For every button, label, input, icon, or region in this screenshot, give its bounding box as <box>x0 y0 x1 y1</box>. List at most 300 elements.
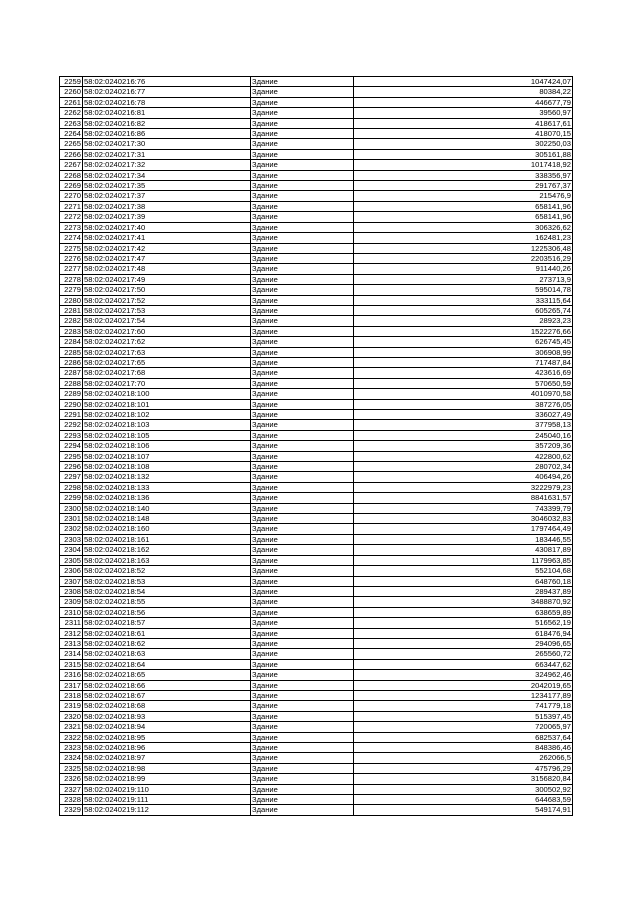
table-row <box>60 337 573 347</box>
row-number-cell: 2291 <box>60 410 83 420</box>
document-page <box>59 76 572 816</box>
row-number-cell: 2265 <box>60 139 83 149</box>
cadastral-number-cell: 58:02:0240217:35 <box>83 181 251 191</box>
table-row <box>60 357 573 367</box>
object-type-cell: Здание <box>251 170 354 180</box>
cadastral-value-cell: 377958,13 <box>354 420 573 430</box>
cadastral-number-cell: 58:02:0240219:110 <box>83 784 251 794</box>
cadastral-number-cell: 58:02:0240217:60 <box>83 326 251 336</box>
table-row <box>60 743 573 753</box>
cadastral-number-cell: 58:02:0240217:62 <box>83 337 251 347</box>
object-type-cell: Здание <box>251 285 354 295</box>
object-type-cell: Здание <box>251 503 354 513</box>
table-row <box>60 441 573 451</box>
cadastral-number-cell: 58:02:0240217:47 <box>83 253 251 263</box>
table-row <box>60 129 573 139</box>
table-row <box>60 243 573 253</box>
object-type-cell: Здание <box>251 701 354 711</box>
table-row <box>60 576 573 586</box>
cadastral-number-cell: 58:02:0240218:65 <box>83 670 251 680</box>
row-number-cell: 2329 <box>60 805 83 815</box>
row-number-cell: 2309 <box>60 597 83 607</box>
cadastral-number-cell: 58:02:0240217:30 <box>83 139 251 149</box>
cadastral-number-cell: 58:02:0240217:34 <box>83 170 251 180</box>
row-number-cell: 2306 <box>60 566 83 576</box>
cadastral-number-cell: 58:02:0240217:38 <box>83 201 251 211</box>
cadastral-value-cell: 516562,19 <box>354 618 573 628</box>
cadastral-value-cell: 1797464,49 <box>354 524 573 534</box>
row-number-cell: 2298 <box>60 482 83 492</box>
cadastral-value-cell: 446677,79 <box>354 97 573 107</box>
object-type-cell: Здание <box>251 305 354 315</box>
cadastral-value-table <box>59 76 573 816</box>
row-number-cell: 2295 <box>60 451 83 461</box>
row-number-cell: 2327 <box>60 784 83 794</box>
object-type-cell: Здание <box>251 420 354 430</box>
cadastral-number-cell: 58:02:0240217:32 <box>83 160 251 170</box>
row-number-cell: 2299 <box>60 493 83 503</box>
row-number-cell: 2304 <box>60 545 83 555</box>
object-type-cell: Здание <box>251 222 354 232</box>
table-row <box>60 212 573 222</box>
table-row <box>60 410 573 420</box>
row-number-cell: 2321 <box>60 722 83 732</box>
table-row <box>60 430 573 440</box>
table-row <box>60 482 573 492</box>
cadastral-number-cell: 58:02:0240218:93 <box>83 711 251 721</box>
object-type-cell: Здание <box>251 524 354 534</box>
object-type-cell: Здание <box>251 545 354 555</box>
row-number-cell: 2284 <box>60 337 83 347</box>
object-type-cell: Здание <box>251 316 354 326</box>
table-row <box>60 763 573 773</box>
cadastral-value-cell: 549174,91 <box>354 805 573 815</box>
cadastral-value-cell: 3156820,84 <box>354 774 573 784</box>
object-type-cell: Здание <box>251 805 354 815</box>
row-number-cell: 2269 <box>60 181 83 191</box>
row-number-cell: 2307 <box>60 576 83 586</box>
cadastral-number-cell: 58:02:0240218:61 <box>83 628 251 638</box>
object-type-cell: Здание <box>251 191 354 201</box>
row-number-cell: 2271 <box>60 201 83 211</box>
cadastral-value-cell: 911440,26 <box>354 264 573 274</box>
cadastral-value-cell: 658141,96 <box>354 201 573 211</box>
row-number-cell: 2290 <box>60 399 83 409</box>
cadastral-value-cell: 302250,03 <box>354 139 573 149</box>
cadastral-number-cell: 58:02:0240218:103 <box>83 420 251 430</box>
row-number-cell: 2263 <box>60 118 83 128</box>
cadastral-value-cell: 357209,36 <box>354 441 573 451</box>
row-number-cell: 2275 <box>60 243 83 253</box>
row-number-cell: 2325 <box>60 763 83 773</box>
row-number-cell: 2293 <box>60 430 83 440</box>
table-row <box>60 389 573 399</box>
cadastral-value-cell: 1179963,85 <box>354 555 573 565</box>
table-row <box>60 670 573 680</box>
row-number-cell: 2310 <box>60 607 83 617</box>
row-number-cell: 2301 <box>60 514 83 524</box>
cadastral-number-cell: 58:02:0240217:39 <box>83 212 251 222</box>
cadastral-value-cell: 848386,46 <box>354 743 573 753</box>
cadastral-number-cell: 58:02:0240218:108 <box>83 462 251 472</box>
cadastral-value-cell: 333115,64 <box>354 295 573 305</box>
table-row <box>60 451 573 461</box>
object-type-cell: Здание <box>251 784 354 794</box>
cadastral-number-cell: 58:02:0240218:67 <box>83 690 251 700</box>
object-type-cell: Здание <box>251 212 354 222</box>
cadastral-number-cell: 58:02:0240218:101 <box>83 399 251 409</box>
row-number-cell: 2280 <box>60 295 83 305</box>
cadastral-value-cell: 183446,55 <box>354 534 573 544</box>
table-row <box>60 305 573 315</box>
object-type-cell: Здание <box>251 108 354 118</box>
table-row <box>60 597 573 607</box>
cadastral-value-cell: 423616,69 <box>354 368 573 378</box>
cadastral-value-cell: 8841631,57 <box>354 493 573 503</box>
table-row <box>60 316 573 326</box>
row-number-cell: 2278 <box>60 274 83 284</box>
row-number-cell: 2318 <box>60 690 83 700</box>
row-number-cell: 2276 <box>60 253 83 263</box>
object-type-cell: Здание <box>251 670 354 680</box>
row-number-cell: 2264 <box>60 129 83 139</box>
cadastral-value-cell: 1017418,92 <box>354 160 573 170</box>
row-number-cell: 2285 <box>60 347 83 357</box>
object-type-cell: Здание <box>251 389 354 399</box>
table-row <box>60 274 573 284</box>
cadastral-value-cell: 605265,74 <box>354 305 573 315</box>
object-type-cell: Здание <box>251 357 354 367</box>
table-row <box>60 690 573 700</box>
cadastral-value-cell: 570650,59 <box>354 378 573 388</box>
object-type-cell: Здание <box>251 649 354 659</box>
cadastral-number-cell: 58:02:0240217:65 <box>83 357 251 367</box>
cadastral-number-cell: 58:02:0240218:68 <box>83 701 251 711</box>
cadastral-value-cell: 306326,62 <box>354 222 573 232</box>
object-type-cell: Здание <box>251 378 354 388</box>
table-row <box>60 784 573 794</box>
object-type-cell: Здание <box>251 118 354 128</box>
cadastral-value-cell: 2042019,65 <box>354 680 573 690</box>
cadastral-number-cell: 58:02:0240218:62 <box>83 638 251 648</box>
object-type-cell: Здание <box>251 462 354 472</box>
row-number-cell: 2328 <box>60 795 83 805</box>
cadastral-number-cell: 58:02:0240218:53 <box>83 576 251 586</box>
row-number-cell: 2266 <box>60 149 83 159</box>
row-number-cell: 2286 <box>60 357 83 367</box>
cadastral-value-cell: 638659,89 <box>354 607 573 617</box>
cadastral-number-cell: 58:02:0240218:106 <box>83 441 251 451</box>
row-number-cell: 2320 <box>60 711 83 721</box>
cadastral-value-cell: 644683,59 <box>354 795 573 805</box>
cadastral-number-cell: 58:02:0240216:82 <box>83 118 251 128</box>
cadastral-number-cell: 58:02:0240217:31 <box>83 149 251 159</box>
cadastral-value-cell: 215476,9 <box>354 191 573 201</box>
object-type-cell: Здание <box>251 566 354 576</box>
row-number-cell: 2308 <box>60 586 83 596</box>
object-type-cell: Здание <box>251 139 354 149</box>
cadastral-value-cell: 741779,18 <box>354 701 573 711</box>
cadastral-value-cell: 245040,16 <box>354 430 573 440</box>
table-row <box>60 680 573 690</box>
row-number-cell: 2262 <box>60 108 83 118</box>
cadastral-value-cell: 648760,18 <box>354 576 573 586</box>
row-number-cell: 2279 <box>60 285 83 295</box>
table-row <box>60 77 573 87</box>
object-type-cell: Здание <box>251 732 354 742</box>
table-row <box>60 139 573 149</box>
cadastral-value-cell: 618476,94 <box>354 628 573 638</box>
row-number-cell: 2281 <box>60 305 83 315</box>
table-body <box>60 77 573 816</box>
table-row <box>60 805 573 815</box>
row-number-cell: 2296 <box>60 462 83 472</box>
table-row <box>60 160 573 170</box>
cadastral-number-cell: 58:02:0240217:70 <box>83 378 251 388</box>
cadastral-value-cell: 162481,23 <box>354 233 573 243</box>
cadastral-value-cell: 294096,65 <box>354 638 573 648</box>
table-row <box>60 347 573 357</box>
cadastral-number-cell: 58:02:0240218:148 <box>83 514 251 524</box>
table-row <box>60 722 573 732</box>
row-number-cell: 2311 <box>60 618 83 628</box>
table-row <box>60 618 573 628</box>
cadastral-value-cell: 39560,97 <box>354 108 573 118</box>
table-row <box>60 87 573 97</box>
cadastral-number-cell: 58:02:0240217:54 <box>83 316 251 326</box>
object-type-cell: Здание <box>251 597 354 607</box>
table-row <box>60 285 573 295</box>
table-row <box>60 649 573 659</box>
object-type-cell: Здание <box>251 253 354 263</box>
cadastral-value-cell: 626745,45 <box>354 337 573 347</box>
row-number-cell: 2316 <box>60 670 83 680</box>
cadastral-number-cell: 58:02:0240216:78 <box>83 97 251 107</box>
table-row <box>60 326 573 336</box>
object-type-cell: Здание <box>251 129 354 139</box>
row-number-cell: 2259 <box>60 77 83 87</box>
row-number-cell: 2314 <box>60 649 83 659</box>
cadastral-value-cell: 289437,89 <box>354 586 573 596</box>
cadastral-number-cell: 58:02:0240218:133 <box>83 482 251 492</box>
cadastral-number-cell: 58:02:0240218:162 <box>83 545 251 555</box>
cadastral-number-cell: 58:02:0240217:52 <box>83 295 251 305</box>
object-type-cell: Здание <box>251 795 354 805</box>
table-row <box>60 545 573 555</box>
cadastral-number-cell: 58:02:0240216:81 <box>83 108 251 118</box>
cadastral-value-cell: 743399,79 <box>354 503 573 513</box>
row-number-cell: 2297 <box>60 472 83 482</box>
table-row <box>60 701 573 711</box>
object-type-cell: Здание <box>251 534 354 544</box>
cadastral-value-cell: 418617,61 <box>354 118 573 128</box>
row-number-cell: 2305 <box>60 555 83 565</box>
object-type-cell: Здание <box>251 711 354 721</box>
object-type-cell: Здание <box>251 628 354 638</box>
cadastral-number-cell: 58:02:0240218:100 <box>83 389 251 399</box>
object-type-cell: Здание <box>251 243 354 253</box>
row-number-cell: 2272 <box>60 212 83 222</box>
table-row <box>60 170 573 180</box>
table-row <box>60 753 573 763</box>
cadastral-number-cell: 58:02:0240217:53 <box>83 305 251 315</box>
row-number-cell: 2323 <box>60 743 83 753</box>
cadastral-value-cell: 1047424,07 <box>354 77 573 87</box>
cadastral-number-cell: 58:02:0240218:98 <box>83 763 251 773</box>
cadastral-number-cell: 58:02:0240218:95 <box>83 732 251 742</box>
cadastral-number-cell: 58:02:0240218:161 <box>83 534 251 544</box>
object-type-cell: Здание <box>251 97 354 107</box>
table-row <box>60 534 573 544</box>
object-type-cell: Здание <box>251 326 354 336</box>
cadastral-value-cell: 387276,05 <box>354 399 573 409</box>
table-row <box>60 108 573 118</box>
cadastral-value-cell: 3046032,83 <box>354 514 573 524</box>
table-row <box>60 295 573 305</box>
cadastral-value-cell: 3222979,23 <box>354 482 573 492</box>
cadastral-number-cell: 58:02:0240217:48 <box>83 264 251 274</box>
object-type-cell: Здание <box>251 514 354 524</box>
cadastral-number-cell: 58:02:0240217:42 <box>83 243 251 253</box>
cadastral-number-cell: 58:02:0240217:63 <box>83 347 251 357</box>
cadastral-number-cell: 58:02:0240217:50 <box>83 285 251 295</box>
table-row <box>60 711 573 721</box>
cadastral-number-cell: 58:02:0240218:140 <box>83 503 251 513</box>
object-type-cell: Здание <box>251 482 354 492</box>
row-number-cell: 2270 <box>60 191 83 201</box>
cadastral-value-cell: 515397,45 <box>354 711 573 721</box>
object-type-cell: Здание <box>251 586 354 596</box>
object-type-cell: Здание <box>251 774 354 784</box>
cadastral-number-cell: 58:02:0240218:107 <box>83 451 251 461</box>
cadastral-number-cell: 58:02:0240216:76 <box>83 77 251 87</box>
cadastral-value-cell: 291767,37 <box>354 181 573 191</box>
cadastral-number-cell: 58:02:0240216:77 <box>83 87 251 97</box>
cadastral-number-cell: 58:02:0240217:49 <box>83 274 251 284</box>
table-row <box>60 493 573 503</box>
row-number-cell: 2260 <box>60 87 83 97</box>
object-type-cell: Здание <box>251 493 354 503</box>
row-number-cell: 2326 <box>60 774 83 784</box>
row-number-cell: 2261 <box>60 97 83 107</box>
cadastral-value-cell: 280702,34 <box>354 462 573 472</box>
object-type-cell: Здание <box>251 399 354 409</box>
cadastral-number-cell: 58:02:0240218:56 <box>83 607 251 617</box>
cadastral-number-cell: 58:02:0240218:105 <box>83 430 251 440</box>
table-row <box>60 191 573 201</box>
object-type-cell: Здание <box>251 430 354 440</box>
cadastral-number-cell: 58:02:0240218:97 <box>83 753 251 763</box>
table-row <box>60 555 573 565</box>
object-type-cell: Здание <box>251 264 354 274</box>
object-type-cell: Здание <box>251 576 354 586</box>
cadastral-number-cell: 58:02:0240218:96 <box>83 743 251 753</box>
table-row <box>60 503 573 513</box>
row-number-cell: 2319 <box>60 701 83 711</box>
cadastral-value-cell: 80384,22 <box>354 87 573 97</box>
cadastral-value-cell: 430817,89 <box>354 545 573 555</box>
cadastral-value-cell: 658141,96 <box>354 212 573 222</box>
row-number-cell: 2277 <box>60 264 83 274</box>
cadastral-value-cell: 475796,29 <box>354 763 573 773</box>
table-row <box>60 514 573 524</box>
object-type-cell: Здание <box>251 451 354 461</box>
object-type-cell: Здание <box>251 410 354 420</box>
cadastral-number-cell: 58:02:0240219:112 <box>83 805 251 815</box>
cadastral-number-cell: 58:02:0240217:68 <box>83 368 251 378</box>
table-row <box>60 638 573 648</box>
cadastral-number-cell: 58:02:0240218:66 <box>83 680 251 690</box>
cadastral-number-cell: 58:02:0240218:52 <box>83 566 251 576</box>
table-row <box>60 264 573 274</box>
table-row <box>60 201 573 211</box>
cadastral-value-cell: 720065,97 <box>354 722 573 732</box>
table-row <box>60 253 573 263</box>
cadastral-value-cell: 305161,88 <box>354 149 573 159</box>
cadastral-value-cell: 406494,26 <box>354 472 573 482</box>
cadastral-value-cell: 3488870,92 <box>354 597 573 607</box>
row-number-cell: 2315 <box>60 659 83 669</box>
object-type-cell: Здание <box>251 201 354 211</box>
object-type-cell: Здание <box>251 638 354 648</box>
cadastral-value-cell: 262066,5 <box>354 753 573 763</box>
cadastral-value-cell: 422800,62 <box>354 451 573 461</box>
table-row <box>60 774 573 784</box>
object-type-cell: Здание <box>251 441 354 451</box>
cadastral-value-cell: 595014,78 <box>354 285 573 295</box>
row-number-cell: 2313 <box>60 638 83 648</box>
cadastral-number-cell: 58:02:0240217:41 <box>83 233 251 243</box>
table-row <box>60 732 573 742</box>
row-number-cell: 2288 <box>60 378 83 388</box>
table-row <box>60 118 573 128</box>
cadastral-value-cell: 663447,62 <box>354 659 573 669</box>
table-row <box>60 420 573 430</box>
object-type-cell: Здание <box>251 368 354 378</box>
cadastral-value-cell: 4010970,58 <box>354 389 573 399</box>
table-row <box>60 233 573 243</box>
row-number-cell: 2303 <box>60 534 83 544</box>
object-type-cell: Здание <box>251 149 354 159</box>
cadastral-value-cell: 324962,46 <box>354 670 573 680</box>
object-type-cell: Здание <box>251 77 354 87</box>
row-number-cell: 2300 <box>60 503 83 513</box>
cadastral-number-cell: 58:02:0240218:57 <box>83 618 251 628</box>
cadastral-value-cell: 300502,92 <box>354 784 573 794</box>
cadastral-value-cell: 418070,15 <box>354 129 573 139</box>
row-number-cell: 2273 <box>60 222 83 232</box>
object-type-cell: Здание <box>251 618 354 628</box>
cadastral-number-cell: 58:02:0240218:55 <box>83 597 251 607</box>
cadastral-value-cell: 28923,23 <box>354 316 573 326</box>
table-row <box>60 378 573 388</box>
row-number-cell: 2268 <box>60 170 83 180</box>
cadastral-value-cell: 2203516,29 <box>354 253 573 263</box>
cadastral-number-cell: 58:02:0240218:99 <box>83 774 251 784</box>
object-type-cell: Здание <box>251 87 354 97</box>
cadastral-value-cell: 717487,84 <box>354 357 573 367</box>
object-type-cell: Здание <box>251 337 354 347</box>
table-row <box>60 659 573 669</box>
table-row <box>60 524 573 534</box>
table-row <box>60 462 573 472</box>
object-type-cell: Здание <box>251 295 354 305</box>
row-number-cell: 2267 <box>60 160 83 170</box>
cadastral-number-cell: 58:02:0240219:111 <box>83 795 251 805</box>
row-number-cell: 2324 <box>60 753 83 763</box>
object-type-cell: Здание <box>251 472 354 482</box>
table-row <box>60 607 573 617</box>
